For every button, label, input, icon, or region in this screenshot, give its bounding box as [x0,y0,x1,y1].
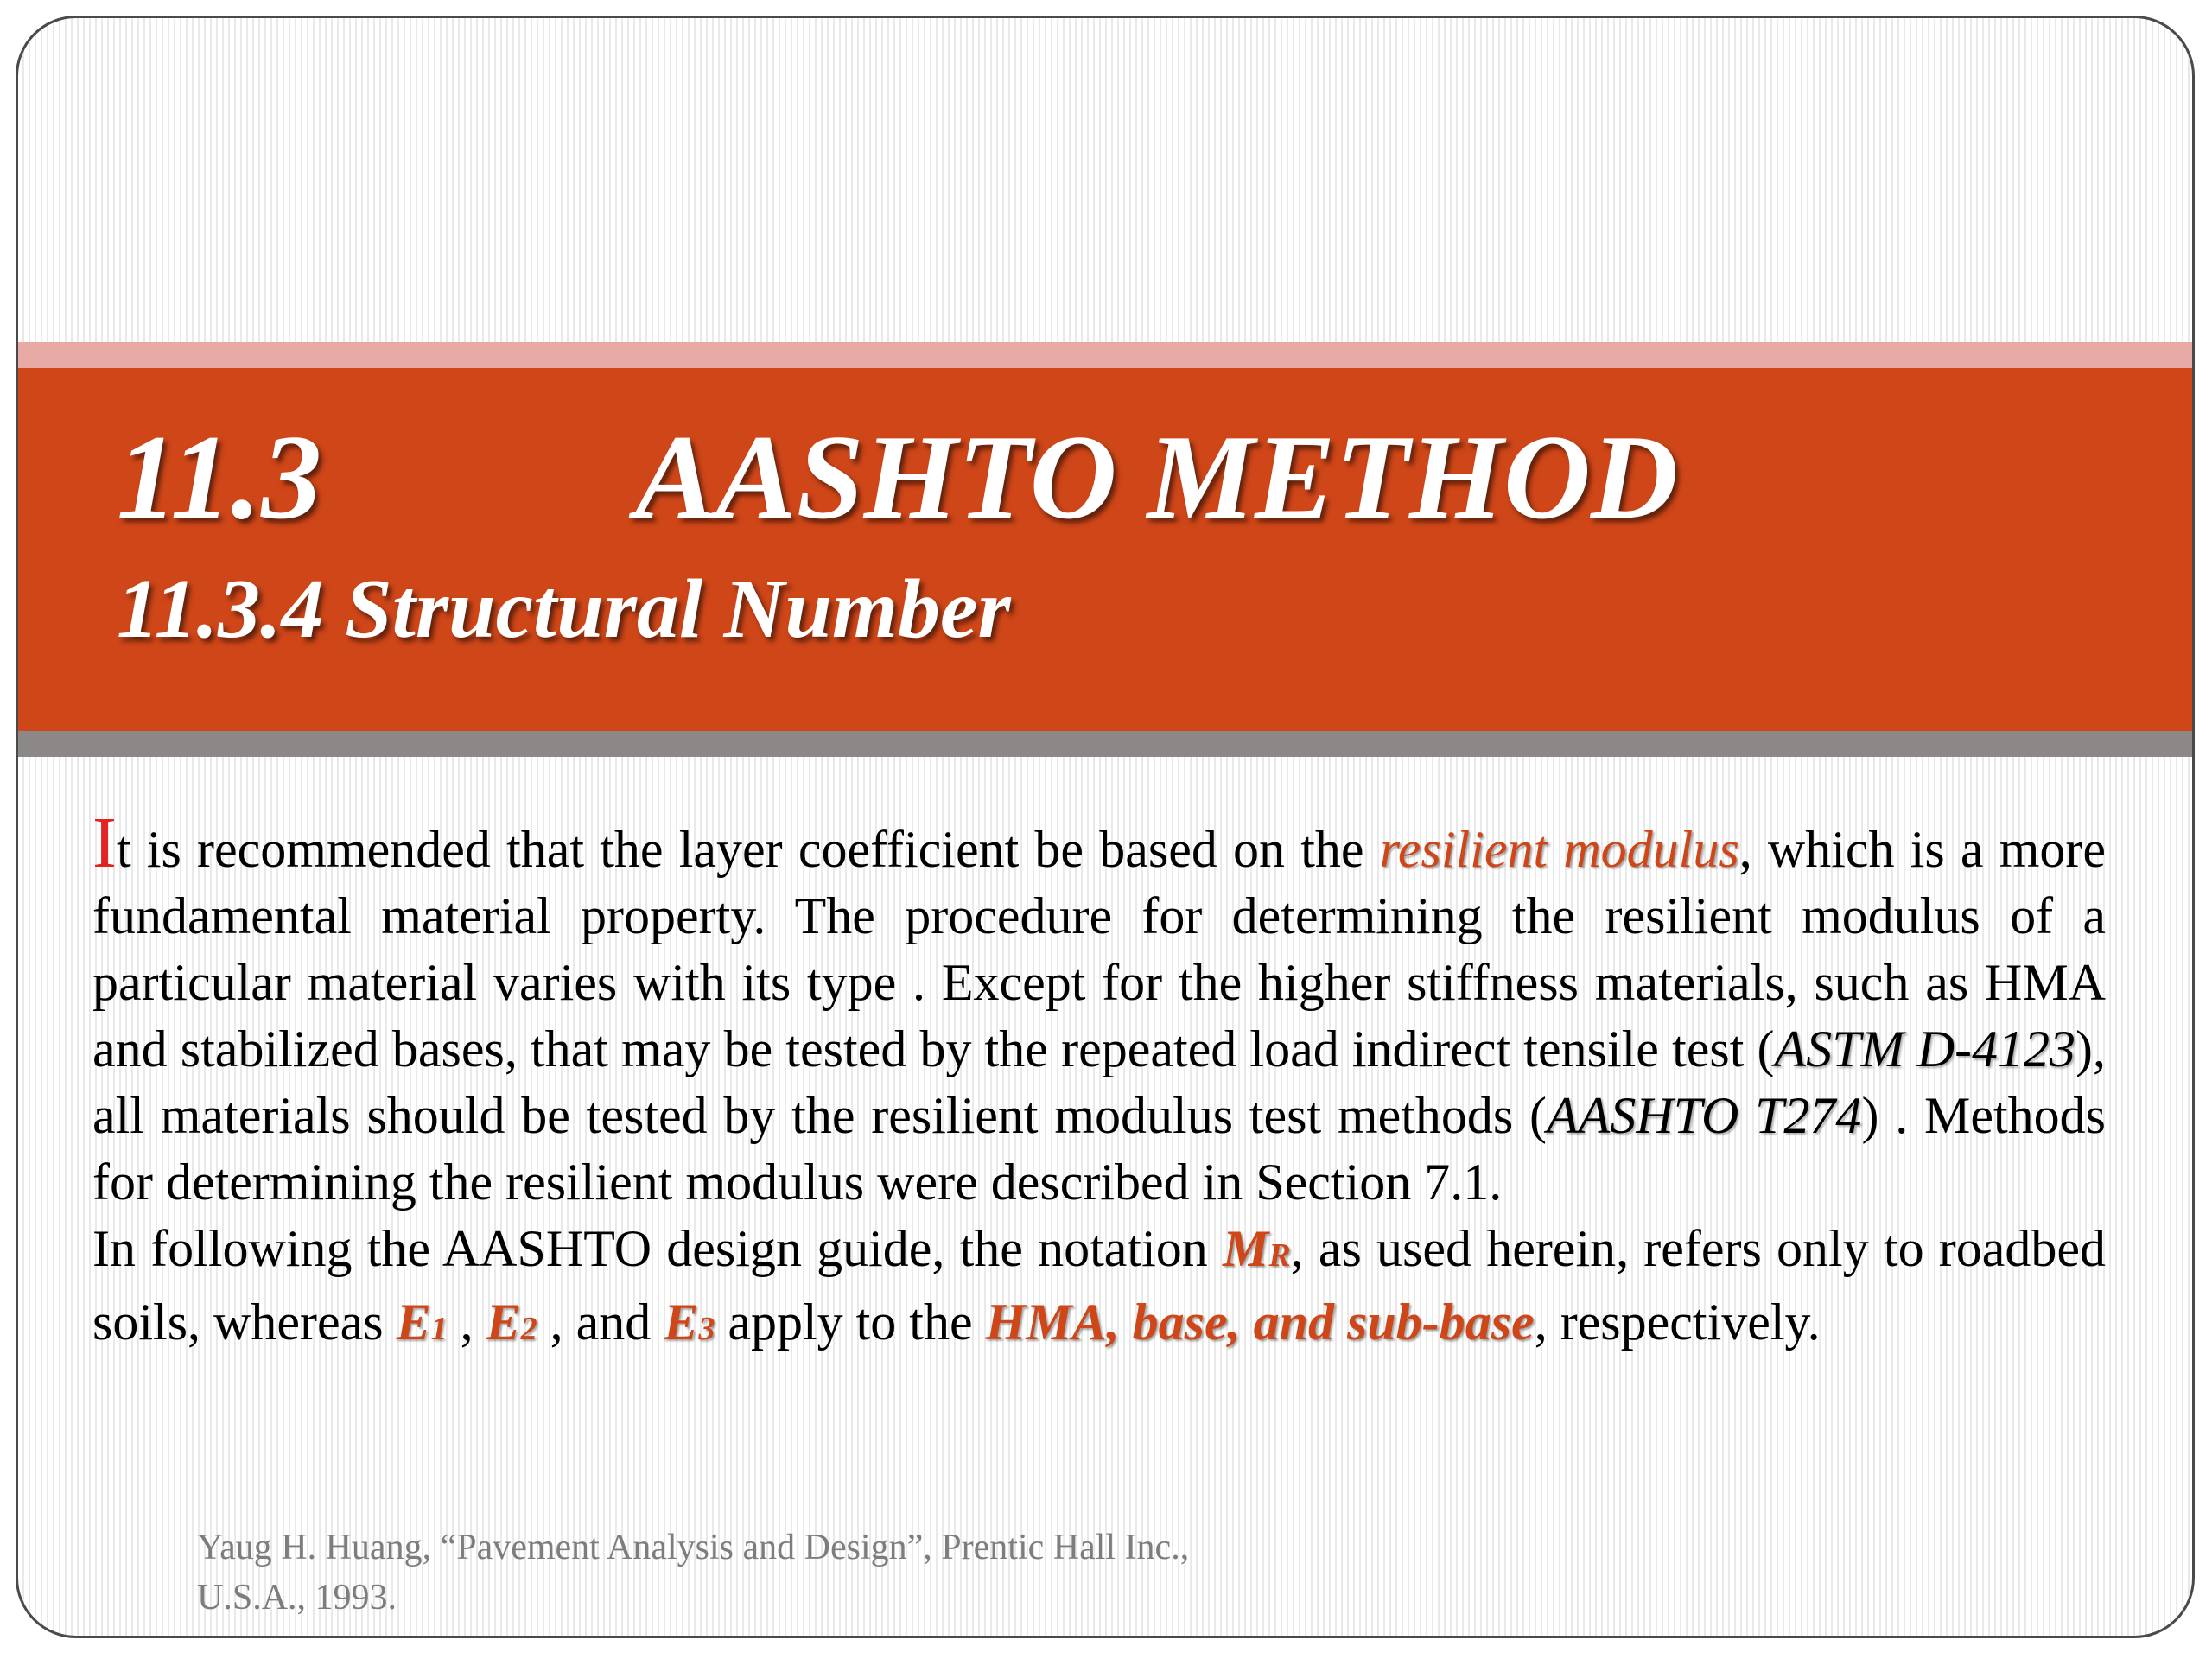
section-number: 11.3 [117,410,322,544]
body-text [92,803,2107,1363]
term-layers: HMA, base, and sub-base [985,1294,1535,1351]
notation-mr-main: M [1222,1220,1269,1277]
text-run: , which is a more fundamental material property. The procedure for determining the resilient modulus of a particular material varies with its type . Except for the higher stiffness materials, such as HMA and stabilized bases, that may be tested by the repeated load indirect tensile test ( [92,821,2107,1077]
text-run: , as used herein, refers only to roadbed soils, whereas [92,1220,2106,1351]
notation-e1-main: E [396,1294,431,1351]
notation-e1-subscript: 1 [430,1311,448,1347]
notation-e3 [664,1294,715,1351]
notation-mr [1223,1220,1291,1277]
notation-mr-subscript: R [1268,1237,1291,1274]
notation-e2 [486,1294,537,1351]
text-run: apply to the [715,1294,986,1351]
drop-cap: I [92,803,117,883]
text-run: ), all materials should be tested by the resilient modulus test methods ( [92,1020,2107,1144]
standard-astm-d4123: ASTM D-4123 [1774,1020,2076,1077]
text-run: t is recommended that the layer coefficient be based on the [116,821,1380,878]
section-title: AASHTO METHOD [635,410,1679,544]
slide-title [117,410,2104,544]
text-run: , respectively. [1534,1294,1821,1351]
header-band-bottom-stripe [18,731,2192,757]
citation-line-1: Yaug H. Huang, “Pavement Analysis and Design”, Prentic Hall Inc., [197,1528,1190,1567]
text-run: , [447,1294,486,1351]
notation-e2-main: E [486,1294,521,1351]
term-resilient-modulus: resilient modulus [1379,821,1739,878]
notation-e3-subscript: 3 [698,1311,715,1347]
notation-e2-subscript: 2 [520,1311,537,1347]
citation-line-2: U.S.A., 1993. [197,1578,397,1618]
notation-e3-main: E [664,1294,699,1351]
citation [197,1522,1407,1623]
text-run: In following the AASHTO design guide, the notation [92,1220,1223,1277]
slide-subtitle: 11.3.4 Structural Number [117,563,1011,656]
text-run: ) . Methods for determining the resilient modulus were described in Section 7.1. [92,1087,2106,1211]
text-run: , and [537,1294,664,1351]
notation-e1 [397,1294,448,1351]
header-band-top-stripe [18,342,2192,368]
standard-aashto-t274: AASHTO T274 [1547,1087,1862,1144]
paragraph-2 [92,1216,2106,1363]
paragraph-1 [92,803,2107,1216]
